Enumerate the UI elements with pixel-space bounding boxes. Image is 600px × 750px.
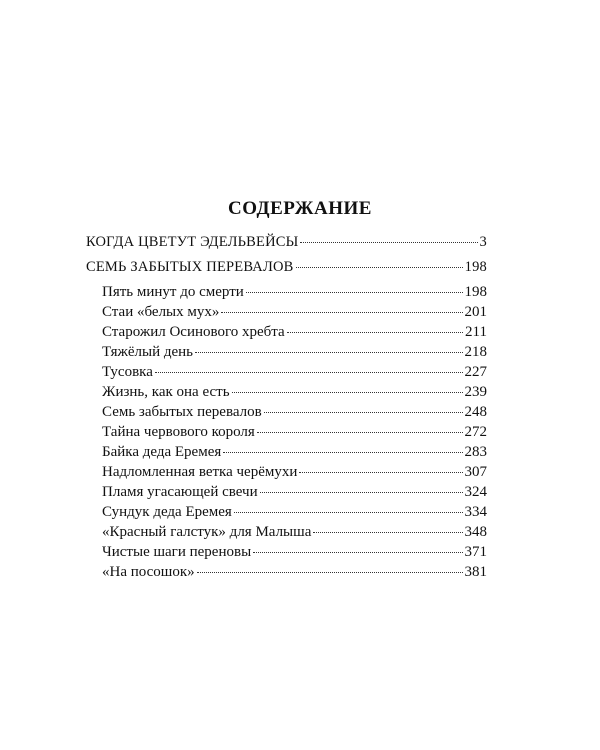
toc-entry-title: Пламя угасающей свечи [102,484,258,500]
toc-entry [86,342,487,362]
toc-entry-title: Семь забытых перевалов [102,404,262,420]
toc-entry-section [86,257,487,277]
toc-entry-page: 198 [464,259,487,275]
dot-leader [197,572,463,573]
toc-entry-page: 239 [464,384,487,400]
toc-entry-page: 211 [465,324,487,340]
dot-leader [155,372,463,373]
toc-entry-page: 201 [464,304,487,320]
toc-entry-title: Жизнь, как она есть [102,384,230,400]
toc-entry-page: 381 [464,564,487,580]
toc-entry-page: 227 [464,364,487,380]
toc-entry-title: Тайна червового короля [102,424,255,440]
toc-entry-title: «Красный галстук» для Малыша [102,524,312,540]
toc-entry-page: 334 [464,504,487,520]
dot-leader [264,412,463,413]
toc-entry-page: 283 [464,444,487,460]
toc-entry-page: 371 [464,544,487,560]
dot-leader [253,552,462,553]
toc-entry-title: Байка деда Еремея [102,444,222,460]
toc-entry [86,442,487,462]
toc-entry [86,542,487,562]
dot-leader [257,432,463,433]
toc-entry-page: 348 [464,524,487,540]
toc-entry-title: КОГДА ЦВЕТУТ ЭДЕЛЬВЕЙСЫ [86,234,299,250]
toc-entry [86,562,487,582]
dot-leader [246,292,463,293]
toc-entry-page: 324 [464,484,487,500]
dot-leader [287,332,463,333]
dot-leader [195,352,462,353]
toc-entry-page: 218 [464,344,487,360]
toc-entry [86,482,487,502]
dot-leader [300,242,477,243]
dot-leader [232,392,463,393]
dot-leader [223,452,462,453]
dot-leader [299,472,462,473]
toc-entry-title: СЕМЬ ЗАБЫТЫХ ПЕРЕВАЛОВ [86,259,294,275]
toc-entry-title: Тусовка [102,364,153,380]
table-of-contents [86,232,487,582]
toc-entry-title: Стаи «белых мух» [102,304,220,320]
toc-entry [86,302,487,322]
toc-entry-page: 198 [464,284,487,300]
toc-entry [86,502,487,522]
toc-entry [86,322,487,342]
page-title: СОДЕРЖАНИЕ [228,198,372,219]
toc-entry-title: Надломленная ветка черёмухи [102,464,298,480]
toc-entry-title: Пять минут до смерти [102,284,244,300]
dot-leader [296,267,463,268]
toc-entry [86,422,487,442]
dot-leader [260,492,463,493]
toc-entry [86,462,487,482]
toc-entry-title: Сундук деда Еремея [102,504,232,520]
toc-entry [86,522,487,542]
toc-entry [86,402,487,422]
dot-leader [221,312,462,313]
toc-entry-page: 307 [464,464,487,480]
toc-entry-page: 248 [464,404,487,420]
dot-leader [234,512,463,513]
toc-entry [86,362,487,382]
toc-entry-section [86,232,487,252]
toc-entry-title: «На посошок» [102,564,195,580]
toc-entry [86,382,487,402]
toc-entry-page: 3 [479,234,487,250]
dot-leader [313,532,462,533]
toc-entry [86,282,487,302]
toc-entry-title: Тяжёлый день [102,344,194,360]
toc-entry-page: 272 [464,424,487,440]
toc-entry-title: Чистые шаги переновы [102,544,252,560]
toc-entry-title: Старожил Осинового хребта [102,324,285,340]
